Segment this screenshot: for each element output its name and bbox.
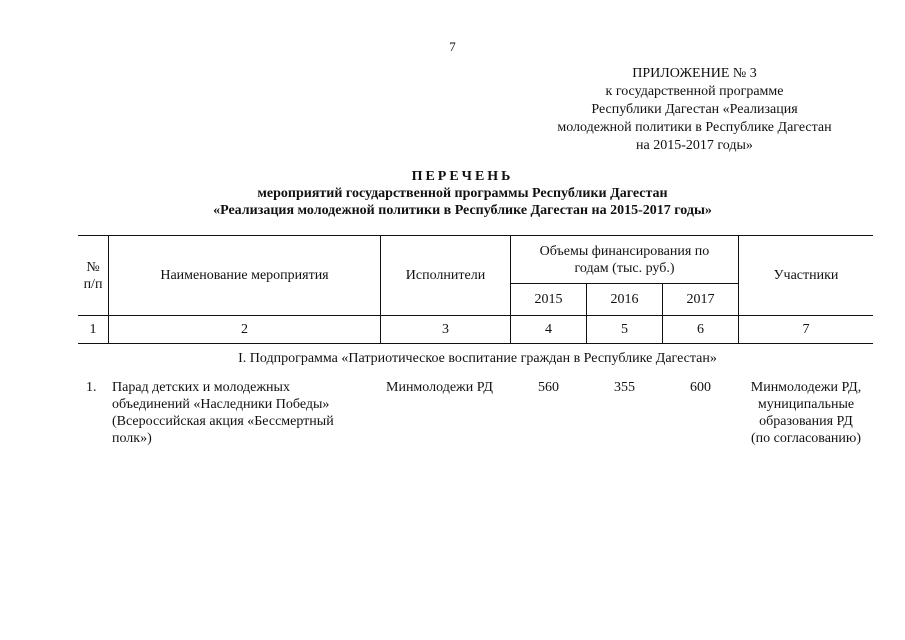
header-year-2015: 2015 xyxy=(534,292,563,307)
col-number: 6 xyxy=(697,322,704,337)
row-name-line: объединений «Наследники Победы» xyxy=(112,397,330,412)
col-number: 3 xyxy=(442,322,449,337)
header-funding-line: годам (тыс. руб.) xyxy=(574,260,675,276)
header-num-line: № xyxy=(86,259,100,275)
col-number: 2 xyxy=(241,322,248,337)
page-number: 7 xyxy=(449,39,456,54)
header-year-2017: 2017 xyxy=(686,292,715,307)
header-num-line: п/п xyxy=(83,276,103,292)
row-value-2015: 560 xyxy=(538,380,559,395)
title-heading: ПЕРЕЧЕНЬ xyxy=(411,169,514,184)
appendix-line: Республики Дагестан «Реализация xyxy=(591,102,798,117)
header-name: Наименование мероприятия xyxy=(160,268,329,283)
title-line: мероприятий государственной программы Республики Дагестан xyxy=(257,186,668,201)
col-number: 5 xyxy=(621,322,628,337)
row-participant-line: образования РД xyxy=(759,414,853,429)
row-participant-line: муниципальные xyxy=(757,397,855,412)
row-name-line: Парад детских и молодежных xyxy=(112,380,290,395)
document-title xyxy=(60,168,865,219)
header-executors: Исполнители xyxy=(405,268,486,283)
header-participants: Участники xyxy=(773,268,839,283)
col-number: 1 xyxy=(89,322,97,337)
appendix-line: к государственной программе xyxy=(605,84,784,99)
col-number: 7 xyxy=(802,322,810,337)
appendix-line: ПРИЛОЖЕНИЕ № 3 xyxy=(632,66,757,81)
appendix-line: молодежной политики в Республике Дагестан xyxy=(557,120,832,135)
header-num xyxy=(78,236,108,315)
row-participants xyxy=(739,379,873,447)
row-value-2017: 600 xyxy=(690,380,711,395)
row-executor: Минмолодежи РД xyxy=(386,380,493,395)
header-year-2016: 2016 xyxy=(610,292,639,307)
row-name-line: (Всероссийская акция «Бессмертный xyxy=(112,414,334,429)
header-funding-line: Объемы финансирования по xyxy=(539,243,710,259)
row-name xyxy=(112,379,382,447)
row-participant-line: Минмолодежи РД, xyxy=(750,380,862,395)
row-value-2016: 355 xyxy=(614,380,635,395)
row-number: 1. xyxy=(86,380,97,395)
appendix-line: на 2015-2017 годы» xyxy=(636,138,753,153)
title-line: «Реализация молодежной политики в Республике Дагестан на 2015-2017 годы» xyxy=(213,203,712,218)
section-title: I. Подпрограмма «Патриотическое воспитание граждан в Республике Дагестан» xyxy=(238,351,717,366)
header-funding xyxy=(511,236,738,283)
row-participant-line: (по согласованию) xyxy=(750,431,862,446)
appendix-header xyxy=(532,65,857,155)
row-name-line: полк») xyxy=(112,431,152,446)
col-number: 4 xyxy=(545,322,552,337)
